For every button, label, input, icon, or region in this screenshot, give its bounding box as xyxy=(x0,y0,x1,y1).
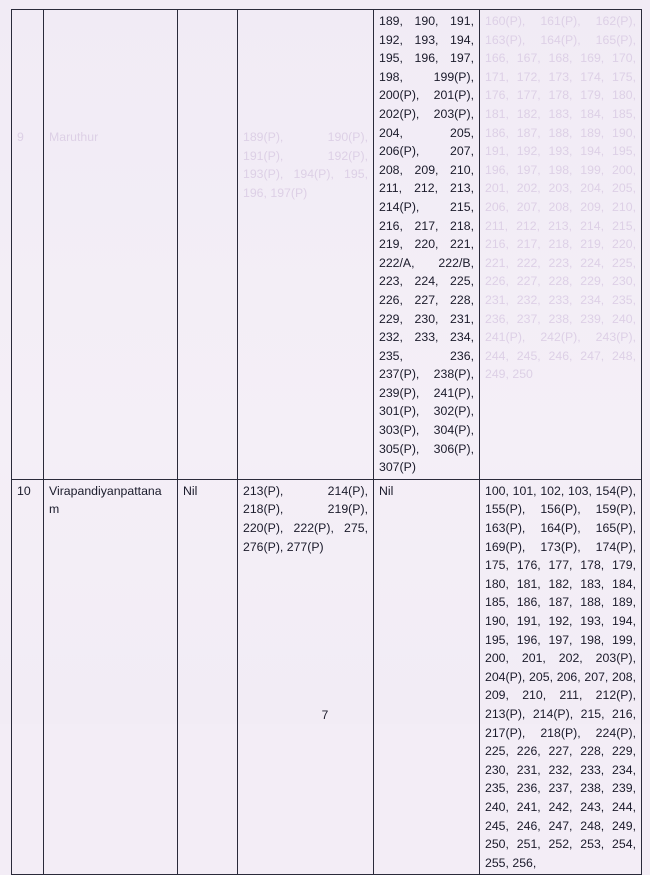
table-row-10 xyxy=(12,479,642,874)
faded-village-cell: Maruthur xyxy=(44,10,178,480)
page-number: 7 xyxy=(321,708,329,722)
survey-number-table xyxy=(11,9,642,875)
partial-survey-cell: 213(P), 214(P), 218(P), 219(P), 220(P), 222(P), 275, 276(P), 277(P) xyxy=(238,479,374,874)
survey-numbers-cell: 189, 190, 191, 192, 193, 194, 195, 196, 197, 198, 199(P), 200(P), 201(P), 202(P), 203(P), 204, 205, 206(P), 207, 208, 209, 210, 211, 212, 213, 214(P), 215, 216, 217, 218, 219, 220, 221, 222/A, 222/B, 223, 224, 225, 226, 227, 228, 229, 230, 231, 232, 233, 234, 235, 236, 237(P), 238(P), 239(P), 241(P), 301(P), 302(P), 303(P), 304(P), 305(P), 306(P), 307(P) xyxy=(374,10,480,480)
faded-serial-cell: 9 xyxy=(12,10,44,480)
table-row-continued xyxy=(12,10,642,480)
serial-number-cell: 10 xyxy=(12,479,44,874)
faded-survey-cell: 189(P), 190(P), 191(P), 192(P), 193(P), 194(P), 195, 196, 197(P) xyxy=(238,10,374,480)
village-name-cell: Virapandiyanpattana m xyxy=(44,479,178,874)
survey-list-cell: 100, 101, 102, 103, 154(P), 155(P), 156(P), 159(P), 163(P), 164(P), 165(P), 169(P), 173(P), 174(P), 175, 176, 177, 178, 179, 180, 181, 182, 183, 184, 185, 186, 187, 188, 189, 190, 191, 192, 193, 194, 195, 196, 197, 198, 199, 200, 201, 202, 203(P), 204(P), 205, 206, 207, 208, 209, 210, 211, 212(P), 213(P), 214(P), 215, 216, 217(P), 218(P), 224(P), 225, 226, 227, 228, 229, 230, 231, 232, 233, 234, 235, 236, 237, 238, 239, 240, 241, 242, 243, 244, 245, 246, 247, 248, 249, 250, 251, 252, 253, 254, 255, 256, xyxy=(480,479,642,874)
nil-cell-2: Nil xyxy=(374,479,480,874)
faded-survey-list-cell: 160(P), 161(P), 162(P), 163(P), 164(P), 165(P), 166, 167, 168, 169, 170, 171, 172, 173, 174, 175, 176, 177, 178, 179, 180, 181, 182, 183, 184, 185, 186, 187, 188, 189, 190, 191, 192, 193, 194, 195, 196, 197, 198, 199, 200, 201, 202, 203, 204, 205, 206, 207, 208, 209, 210, 211, 212, 213, 214, 215, 216, 217, 218, 219, 220, 221, 222, 223, 224, 225, 226, 227, 228, 229, 230, 231, 232, 233, 234, 235, 236, 237, 238, 239, 240, 241(P), 242(P), 243(P), 244, 245, 246, 247, 248, 249, 250 xyxy=(480,10,642,480)
nil-cell: Nil xyxy=(178,479,238,874)
empty-cell xyxy=(178,10,238,480)
